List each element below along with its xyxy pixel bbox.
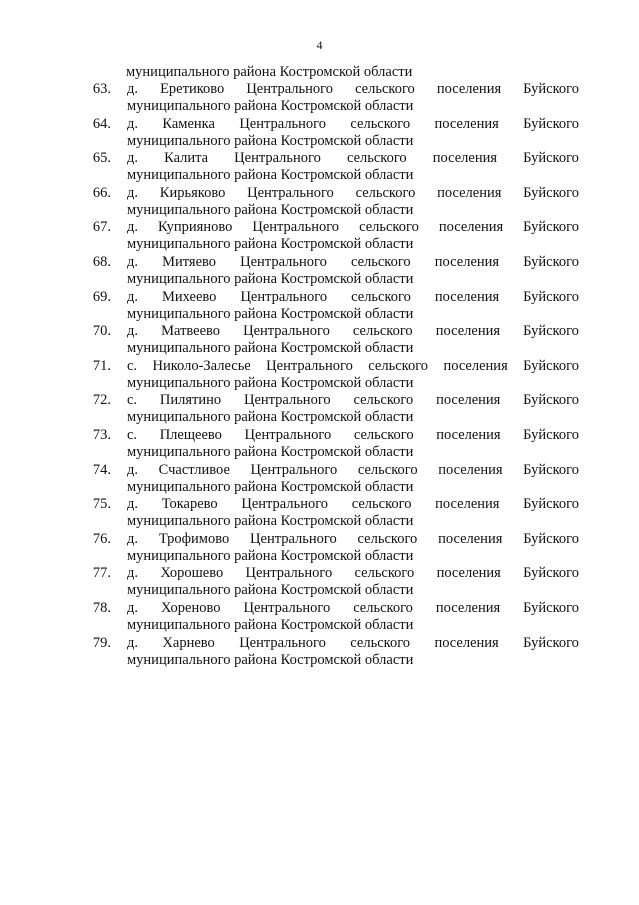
word-rural: сельского [353,599,413,616]
word-rural: сельского [353,392,414,409]
item-first-line [127,289,579,306]
word-settlement: поселения [436,426,501,443]
item-number: 68. [92,253,111,270]
item-first-line [127,219,579,236]
word-buisky: Буйского [523,219,579,236]
item-second-line: муниципального района Костромской области [127,270,414,287]
word-central: Центрального [243,599,331,616]
item-number: 65. [92,150,111,167]
settlement-name: Счастливое [158,461,230,478]
word-buisky: Буйского [523,323,579,340]
settlement-type: д. [127,115,139,132]
item-number: 66. [92,184,111,201]
word-rural: сельского [350,115,411,132]
word-buisky: Буйского [523,426,579,443]
item-first-line [127,427,579,444]
settlement-type: д. [127,219,139,236]
item-first-line [127,254,579,271]
word-buisky: Буйского [523,288,579,305]
word-central: Центрального [239,634,326,651]
word-settlement: поселения [435,599,501,616]
list-item [0,600,639,635]
item-second-line: муниципального района Костромской области [127,547,414,564]
word-settlement: поселения [436,81,502,97]
list-item [0,254,639,289]
word-rural: сельского [355,81,415,97]
settlement-list [0,81,639,669]
item-first-line [127,392,579,409]
word-central: Центрального [240,288,328,305]
word-settlement: поселения [434,253,500,270]
word-central: Центрального [250,530,337,547]
word-central: Центрального [241,496,329,513]
settlement-name: Кирьяково [159,184,226,201]
settlement-name: Митяево [162,253,217,270]
settlement-name: Хореново [161,599,221,616]
settlement-type: д. [127,461,139,478]
settlement-type: д. [127,496,139,513]
list-item [0,392,639,427]
item-second-line: муниципального района Костромской области [127,236,414,253]
item-number: 74. [92,461,111,478]
item-second-line: муниципального района Костромской области [127,132,414,149]
word-settlement: поселения [434,115,499,132]
item-first-line [127,565,579,582]
list-item [0,219,639,254]
word-central: Центрального [247,184,334,201]
word-buisky: Буйского [523,150,579,167]
item-second-line: муниципального района Костромской области [127,374,414,391]
word-buisky: Буйского [523,392,579,409]
word-rural: сельского [353,426,414,443]
item-number: 73. [92,426,111,443]
word-rural: сельского [350,253,411,270]
list-item [0,496,639,531]
word-rural: сельского [357,530,418,547]
word-settlement: поселения [436,392,501,409]
list-item [0,358,639,393]
list-item [0,462,639,497]
word-buisky: Буйского [523,599,579,616]
item-second-line: муниципального района Костромской области [127,651,414,668]
item-first-line [127,150,579,167]
item-number: 75. [92,496,111,513]
word-buisky: Буйского [523,253,579,270]
word-central: Центрального [243,392,331,409]
settlement-name: Николо-Залесье [152,357,251,374]
item-second-line: муниципального района Костромской области [127,616,414,633]
word-central: Центрального [250,461,338,478]
settlement-type: с. [127,392,138,409]
item-number: 71. [92,357,111,374]
item-number: 76. [92,530,111,547]
settlement-type: д. [127,288,139,305]
item-first-line [127,358,579,375]
word-rural: сельского [357,461,418,478]
list-item [0,531,639,566]
word-central: Центрального [243,323,330,340]
list-item [0,565,639,600]
item-second-line: муниципального района Костромской области [127,305,414,322]
word-settlement: поселения [438,461,503,478]
item-number: 79. [92,634,111,651]
item-number: 69. [92,288,111,305]
item-second-line: муниципального района Костромской области [127,98,414,114]
word-buisky: Буйского [523,634,579,651]
page-number: 4 [316,38,323,52]
settlement-name: Калита [164,150,209,167]
settlement-name: Еретиково [160,81,225,97]
list-item [0,323,639,358]
item-second-line: муниципального района Костромской области [127,513,414,530]
word-central: Центрального [244,426,332,443]
word-central: Центрального [252,219,340,236]
word-buisky: Буйского [523,530,579,547]
settlement-type: д. [127,530,139,547]
item-second-line: муниципального района Костромской области [127,201,414,218]
word-buisky: Буйского [523,565,579,582]
word-buisky: Буйского [523,81,579,97]
item-number: 70. [92,323,111,340]
word-rural: сельского [351,288,411,305]
item-first-line [127,600,579,617]
word-buisky: Буйского [523,461,579,478]
list-item [0,427,639,462]
word-settlement: поселения [436,565,501,582]
settlement-type: д. [127,253,139,270]
settlement-type: д. [127,150,139,167]
settlement-name: Куприяново [158,219,233,236]
list-item [0,185,639,220]
settlement-type: с. [127,426,138,443]
word-buisky: Буйского [523,115,579,132]
settlement-type: д. [127,565,139,582]
word-central: Центрального [234,150,321,167]
item-first-line [127,185,579,202]
item-number: 64. [92,115,111,132]
word-central: Центрального [266,357,353,374]
word-settlement: поселения [434,634,499,651]
item-first-line [127,496,579,513]
word-rural: сельского [352,323,413,340]
word-settlement: поселения [438,219,504,236]
settlement-name: Харнево [162,634,215,651]
word-buisky: Буйского [523,496,579,513]
word-rural: сельского [351,496,412,513]
word-rural: сельского [359,219,419,236]
item-second-line: муниципального района Костромской области [127,340,414,357]
settlement-type: д. [127,634,139,651]
word-settlement: поселения [432,150,498,167]
item-number: 67. [92,219,111,236]
word-rural: сельского [346,150,407,167]
settlement-name: Хорошево [160,565,224,582]
word-settlement: поселения [438,530,503,547]
continuation-line: муниципального района Костромской области [126,64,413,80]
word-settlement: поселения [435,323,501,340]
word-settlement: поселения [434,288,500,305]
item-number: 63. [92,81,111,97]
settlement-type: д. [127,323,139,340]
list-item [0,635,639,670]
word-buisky: Буйского [523,357,579,374]
word-central: Центрального [245,565,333,582]
list-item [0,150,639,185]
item-number: 78. [92,599,111,616]
item-first-line [127,462,579,479]
word-rural: сельского [350,634,411,651]
word-settlement: поселения [435,496,500,513]
list-item [0,116,639,151]
list-item [0,81,639,116]
word-central: Центрального [240,253,327,270]
item-first-line [127,116,579,133]
settlement-type: с. [127,357,138,374]
word-rural: сельского [368,357,429,374]
word-buisky: Буйского [523,184,579,201]
item-first-line [127,323,579,340]
item-number: 72. [92,392,111,409]
list-item [0,289,639,324]
item-first-line [127,531,579,548]
settlement-name: Каменка [162,115,215,132]
word-settlement: поселения [437,184,502,201]
settlement-type: д. [127,599,139,616]
settlement-name: Матвеево [161,323,221,340]
item-second-line: муниципального района Костромской области [127,409,414,426]
settlement-name: Токарево [161,496,218,513]
word-central: Центрального [239,115,327,132]
item-first-line [127,635,579,652]
settlement-name: Плещеево [159,426,222,443]
settlement-type: д. [127,184,139,201]
settlement-name: Трофимово [158,530,230,547]
word-central: Центрального [246,81,334,97]
item-second-line: муниципального района Костромской области [127,167,414,184]
item-number: 77. [92,565,111,582]
item-second-line: муниципального района Костромской области [127,478,414,495]
word-rural: сельского [355,184,416,201]
item-first-line [127,81,579,98]
item-second-line: муниципального района Костромской области [127,582,414,599]
word-settlement: поселения [443,357,508,374]
settlement-name: Михеево [162,288,217,305]
item-second-line: муниципального района Костромской области [127,443,414,460]
settlement-type: д. [127,81,139,97]
word-rural: сельского [354,565,415,582]
settlement-name: Пилятино [159,392,222,409]
